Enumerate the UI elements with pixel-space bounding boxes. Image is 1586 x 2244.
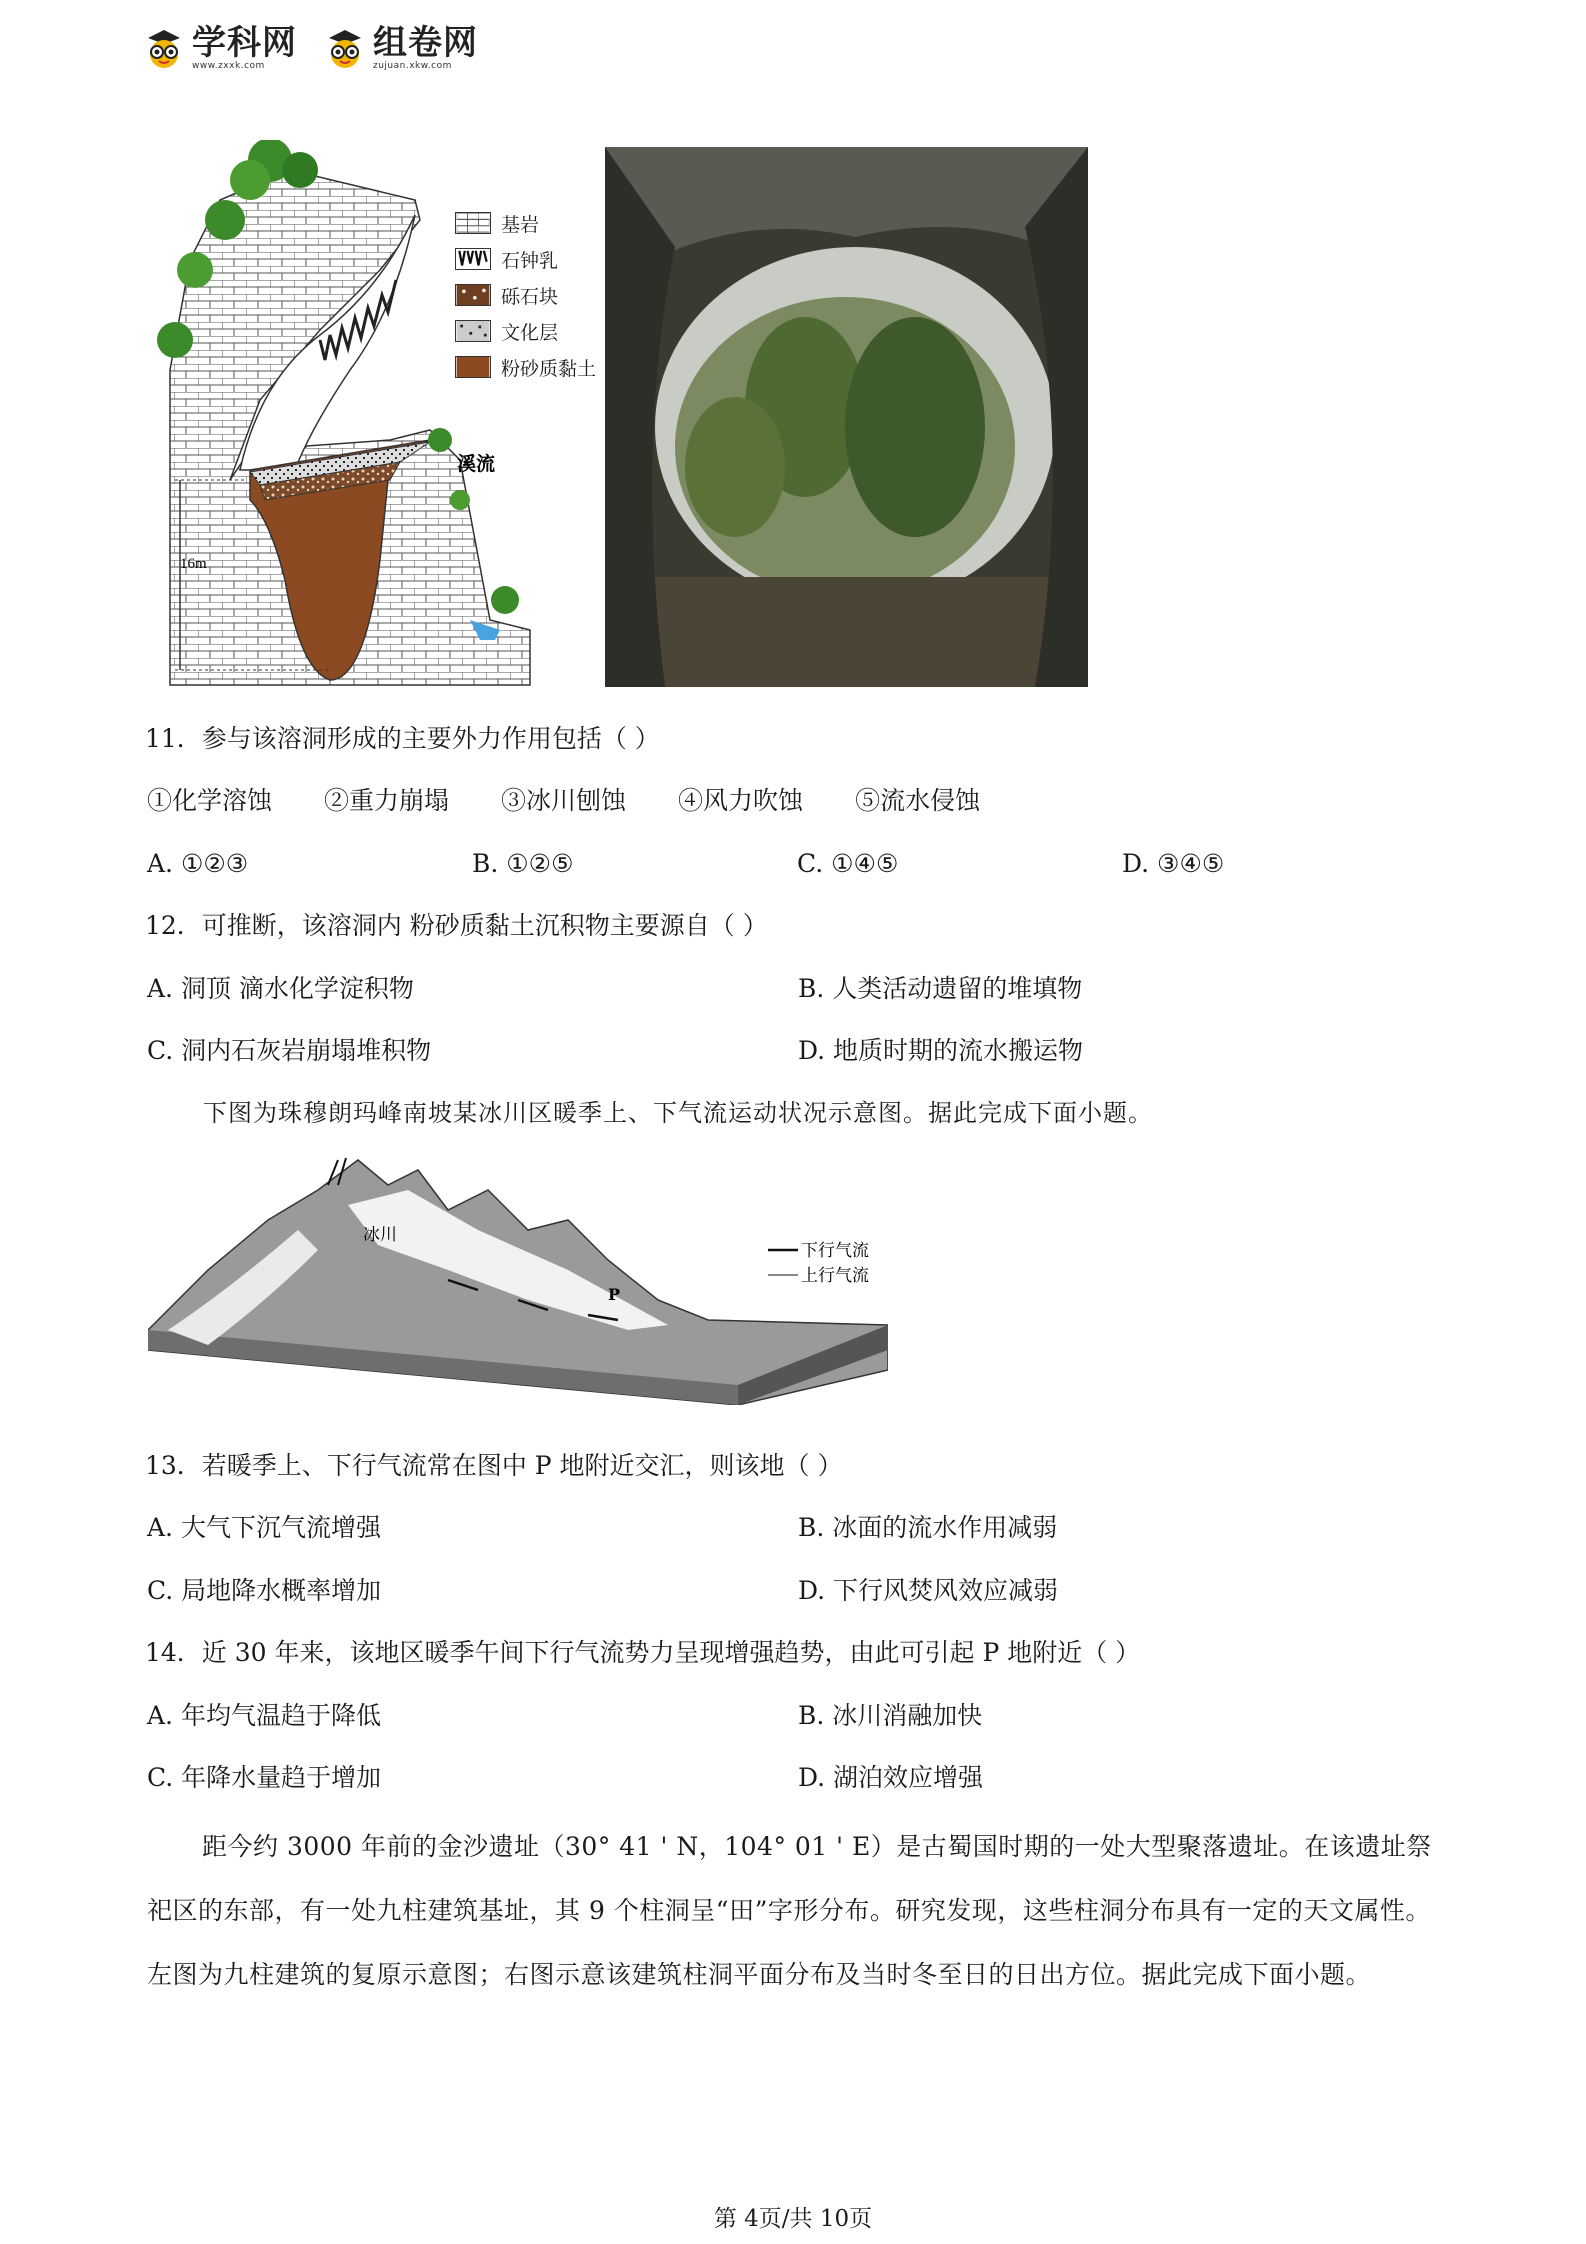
culture-layer-icon bbox=[455, 320, 491, 342]
option-d[interactable]: D. 地质时期的流水搬运物 bbox=[798, 1036, 1084, 1065]
stalactite-icon bbox=[455, 248, 491, 270]
depth-label: 16m bbox=[180, 556, 207, 572]
item: ④风力吹蚀 bbox=[678, 786, 804, 815]
logo-url: www.zxxk.com bbox=[192, 60, 265, 71]
item: ③冰川刨蚀 bbox=[501, 786, 627, 815]
glacier-label: 冰川 bbox=[363, 1225, 397, 1245]
question-11-stem: 11．参与该溶洞形成的主要外力作用包括（ ） bbox=[145, 724, 660, 753]
item: ①化学溶蚀 bbox=[147, 786, 273, 815]
option-c[interactable]: C. 洞内石灰岩崩塌堆积物 bbox=[147, 1036, 432, 1065]
legend-down-label: 下行气流 bbox=[801, 1241, 869, 1261]
clay-swatch-icon bbox=[455, 356, 491, 378]
legend-item bbox=[455, 205, 596, 241]
option-a[interactable]: A. ①②③ bbox=[147, 849, 249, 878]
logo-zujuanwang bbox=[323, 22, 478, 74]
question-12-stem: 12．可推断，该溶洞内 粉砂质黏土沉积物主要源自（ ） bbox=[145, 911, 768, 940]
intro-paragraph-3: 距今约 3000 年前的金沙遗址（30° 41 ' N，104° 01 ' E）是古蜀国时期的一处大型聚落遗址。在该遗址祭祀区的东部，有一处九柱建筑基址，其 9 个柱洞呈“田”字形分布。研究发现，这些柱洞分布具有一定的天文属性。左图为九柱建筑的复原示意图；右图示意该建筑柱洞平面分布及当时冬至日的日出方位。据此完成下面小题。 bbox=[147, 1832, 1432, 1989]
logo-url: zujuan.xkw.com bbox=[373, 60, 452, 71]
legend-label: 粉砂质黏土 bbox=[501, 357, 597, 380]
glacier-airflow-diagram bbox=[148, 1150, 888, 1405]
page-number: 第 4页/共 10页 bbox=[713, 2206, 873, 2232]
option-a[interactable]: A. 大气下沉气流增强 bbox=[147, 1513, 381, 1542]
header-logos bbox=[142, 22, 478, 74]
question-14-stem: 14．近 30 年来，该地区暖季午间下行气流势力呈现增强趋势，由此可引起 P 地附近（ ） bbox=[145, 1638, 1141, 1667]
legend-item bbox=[455, 241, 596, 277]
legend-item bbox=[455, 349, 596, 385]
option-d[interactable]: D. 下行风焚风效应减弱 bbox=[798, 1576, 1059, 1605]
legend-item bbox=[455, 313, 596, 349]
stream-label: 溪流 bbox=[457, 453, 496, 475]
question-13-stem: 13．若暖季上、下行气流常在图中 P 地附近交汇，则该地（ ） bbox=[145, 1451, 843, 1480]
intro-paragraph-2: 下图为珠穆朗玛峰南坡某冰川区暖季上、下气流运动状况示意图。据此完成下面小题。 bbox=[203, 1099, 1153, 1127]
owl-mascot-icon bbox=[323, 28, 367, 68]
legend-label: 石钟乳 bbox=[501, 249, 559, 272]
option-c[interactable]: C. 年降水量趋于增加 bbox=[147, 1763, 382, 1792]
figure1-legend bbox=[455, 205, 596, 385]
owl-mascot-icon bbox=[142, 28, 186, 68]
brick-pattern-icon bbox=[455, 212, 491, 234]
legend-up-label: 上行气流 bbox=[801, 1266, 869, 1286]
item: ②重力崩塌 bbox=[324, 786, 450, 815]
option-b[interactable]: B. ①②⑤ bbox=[472, 849, 574, 878]
option-d[interactable]: D. ③④⑤ bbox=[1122, 849, 1225, 878]
option-a[interactable]: A. 年均气温趋于降低 bbox=[147, 1701, 381, 1730]
point-p-label: P bbox=[608, 1285, 621, 1304]
gravel-pattern-icon bbox=[455, 284, 491, 306]
option-b[interactable]: B. 人类活动遗留的堆填物 bbox=[798, 974, 1083, 1003]
option-b[interactable]: B. 冰面的流水作用减弱 bbox=[798, 1513, 1058, 1542]
option-a[interactable]: A. 洞顶 滴水化学淀积物 bbox=[147, 974, 414, 1003]
logo-title: 学科网 bbox=[192, 22, 297, 63]
legend-item bbox=[455, 277, 596, 313]
option-d[interactable]: D. 湖泊效应增强 bbox=[798, 1763, 984, 1792]
legend-label: 文化层 bbox=[501, 321, 559, 344]
option-c[interactable]: C. 局地降水概率增加 bbox=[147, 1576, 382, 1605]
logo-title: 组卷网 bbox=[373, 22, 478, 63]
legend-label: 基岩 bbox=[501, 213, 540, 236]
item: ⑤流水侵蚀 bbox=[855, 786, 981, 815]
question-11-items bbox=[147, 786, 980, 816]
option-c[interactable]: C. ①④⑤ bbox=[797, 849, 899, 878]
legend-label: 砾石块 bbox=[501, 285, 559, 308]
logo-xuekewang bbox=[142, 22, 297, 74]
option-b[interactable]: B. 冰川消融加快 bbox=[798, 1701, 983, 1730]
figure2-legend bbox=[768, 1241, 869, 1286]
cave-photo bbox=[605, 147, 1088, 687]
